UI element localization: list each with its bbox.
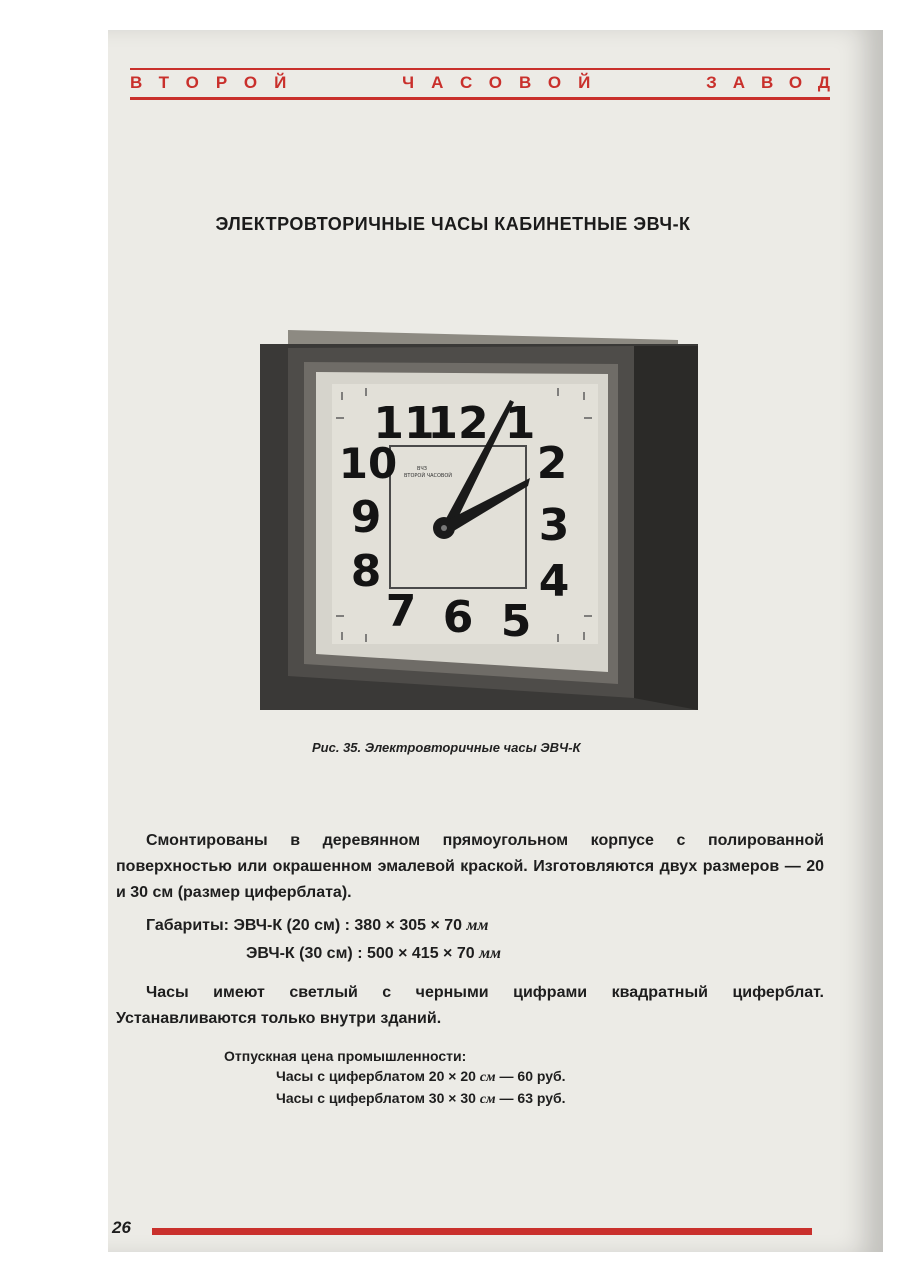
numeral-1: 1 [504,398,536,449]
description-paragraph-1 [116,828,824,906]
numeral-4: 4 [538,556,570,607]
price-row-1-label: Часы с циферблатом 20 × 20 [276,1068,476,1084]
price-row-1-unit: см [479,1070,496,1085]
clock-photo [258,326,700,714]
dimensions-row-2-model: ЭВЧ-К (30 см) : [246,945,363,962]
dimensions-row-2-unit: мм [479,945,501,962]
dimensions-row-1-model: ЭВЧ-К (20 см) : [233,917,350,934]
numeral-5: 5 [500,596,532,647]
paragraph-2-text: Часы имеют светлый с черными цифрами квадратный циферблат. Устанавливаются только внутри зданий. [116,984,824,1027]
price-row-1 [224,1066,566,1088]
numeral-9: 9 [350,492,382,543]
page-number: 26 [112,1218,131,1237]
header-title [130,70,846,94]
header-word-3: ЗАВОД [706,73,846,92]
dimensions-row-2-value: 500 × 415 × 70 [366,945,475,962]
dimensions-label: Габариты: [146,917,229,934]
running-header [130,68,846,100]
footer-rule [152,1228,812,1235]
page-title: ЭЛЕКТРОВТОРИЧНЫЕ ЧАСЫ КАБИНЕТНЫЕ ЭВЧ-К [215,214,691,234]
header-rule-bottom [130,97,830,100]
dimensions-row-2 [146,940,501,968]
numeral-2: 2 [536,438,568,489]
numeral-10: 10 [338,439,398,488]
price-title: Отпускная цена промышленности: [224,1048,467,1064]
header-word-1: ВТОРОЙ [130,73,304,92]
numeral-11: 11 [373,398,435,449]
numeral-8: 8 [350,546,382,597]
dimensions-row-1-unit: мм [466,917,489,934]
price-block [224,1046,566,1110]
dimensions-row-1-value: 380 × 305 × 70 [354,917,463,934]
price-row-2-price: — 63 руб. [499,1090,566,1106]
paragraph-1-text: Смонтированы в деревянном прямоугольном корпусе с полированной поверхностью или окрашенном эмалевой краской. Изготовляются двух размеров — 20 и 30 см (размер циферблата). [116,832,824,901]
price-row-1-price: — 60 руб. [499,1068,566,1084]
dial-brand-line2: ВТОРОЙ ЧАСОВОЙ [403,473,453,479]
dimensions-block [146,912,501,968]
figure-caption: Рис. 35. Электровторичные часы ЭВЧ-К [312,740,581,755]
dimensions-row-1 [146,912,501,940]
numeral-7: 7 [385,586,417,637]
clock-case-side [634,346,698,710]
numeral-12: 12 [427,398,489,449]
numeral-3: 3 [538,500,570,551]
header-word-2: ЧАСОВОЙ [402,73,608,92]
price-row-2 [224,1088,566,1110]
dial-brand-line1: ВЧЗ [416,466,428,472]
description-paragraph-2 [116,980,824,1032]
price-row-2-unit: см [479,1092,496,1107]
numeral-6: 6 [442,592,474,643]
price-row-2-label: Часы с циферблатом 30 × 30 [276,1090,476,1106]
